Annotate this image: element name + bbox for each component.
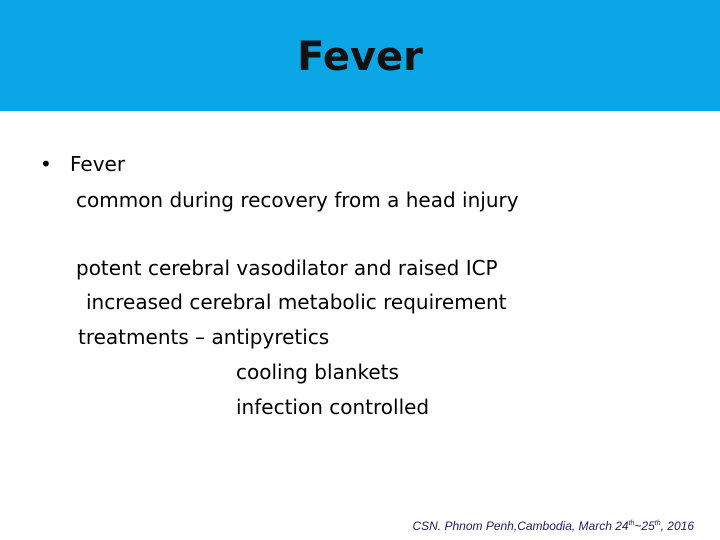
text-line-3: increased cerebral metabolic requirement [86, 290, 507, 314]
bullet-dot: • [40, 152, 52, 176]
footer-prefix: CSN. Phnom Penh,Cambodia, March 24 [412, 519, 629, 533]
bullet-heading: Fever [70, 152, 126, 176]
slide-title: Fever [297, 34, 423, 80]
text-line-1: common during recovery from a head injury [76, 188, 519, 212]
footer-sup-1: th [628, 520, 635, 527]
footer-citation [412, 518, 694, 534]
footer-suffix: , 2016 [660, 519, 694, 533]
text-line-2: potent cerebral vasodilator and raised ICP [76, 256, 498, 280]
text-line-5: cooling blankets [236, 360, 399, 384]
footer-mid: ~25 [634, 519, 655, 533]
footer-sup-2: th [654, 520, 661, 527]
text-line-6: infection controlled [236, 395, 430, 419]
text-line-4: treatments – antipyretics [78, 325, 330, 349]
